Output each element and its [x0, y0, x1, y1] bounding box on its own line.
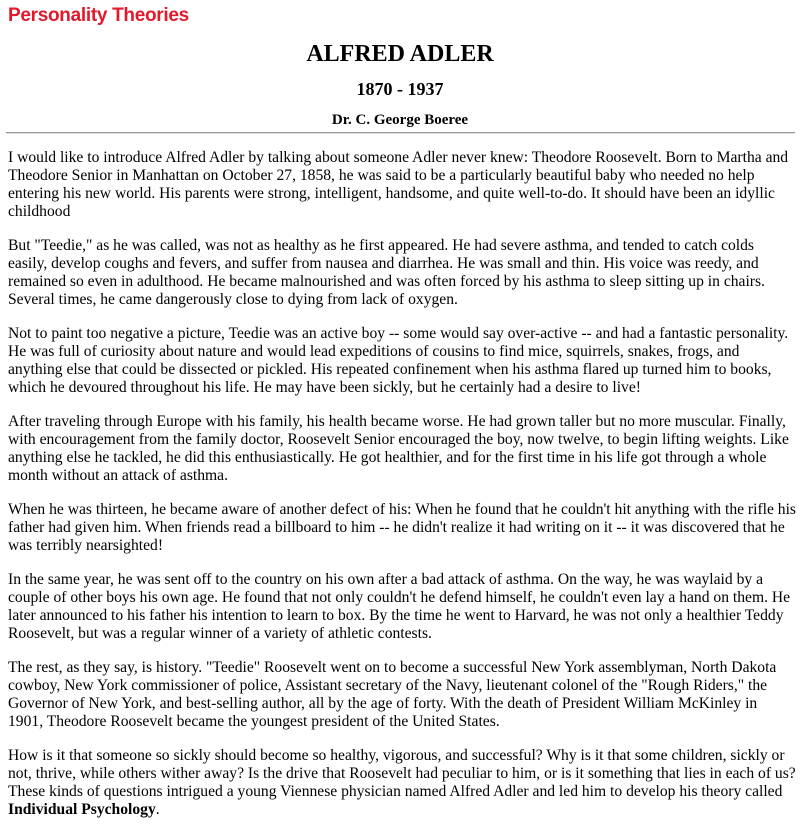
site-banner-logo[interactable]: Personality Theories [8, 5, 189, 26]
theory-name-emphasis: Individual Psychology [8, 801, 156, 818]
paragraph: After traveling through Europe with his family, his health became worse. He had grown taller but no more muscular. Finally, with encouragement from the family doctor, Roosevelt Senior encouraged the boy, now twelve, to begin lifting weights. Like anything else he tackled, he did this enthusiastically. He got healthier, and for the first time in his life got through a whole month without an attack of asthma. [8, 413, 789, 484]
horizontal-divider [6, 132, 795, 134]
page-title: ALFRED ADLER [306, 41, 494, 67]
paragraph: But "Teedie," as he was called, was not as healthy as he first appeared. He had severe asthma, and tended to catch colds easily, develop coughs and fevers, and suffer from nausea and diarrhea. He was small and thin. His voice was reedy, and remained so even in adulthood. He became malnourished and was often forced by his asthma to sleep sitting up in chairs. Several times, he came dangerously close to dying from lack of oxygen. [8, 237, 765, 308]
paragraph: Not to paint too negative a picture, Teedie was an active boy -- some would say over-active -- and had a fantastic personality. He was full of curiosity about nature and would lead expeditions of cousins to find mice, squirrels, snakes, frogs, and anything else that could be dissected or pickled. His repeated confinement when his asthma flared up turned him to books, which he devoured throughout his life. He may have been sickly, but he certainly had a desire to live! [8, 325, 789, 396]
life-years: 1870 - 1937 [356, 79, 444, 99]
author-byline: Dr. C. George Boeree [331, 112, 469, 128]
paragraph: I would like to introduce Alfred Adler by talking about someone Adler never knew: Theodore Roosevelt. Born to Martha and Theodore Senior in Manhattan on October 27, 1858, he was said to be a particularly beautiful baby who needed no help entering his new world. His parents were strong, intelligent, handsome, and quite well-to-do. It should have been an idyllic childhood [8, 149, 789, 220]
paragraph-text: How is it that someone so sickly should become so healthy, vigorous, and successful? Why is it that some children, sickly or not, thrive, while others wither away? Is the drive that Roosevelt had peculiar to him, or is it something that lies in each of us? These kinds of questions intrigued a young Viennese physician named Alfred Adler and led him to develop his theory called [8, 747, 796, 800]
article-header [0, 40, 800, 130]
paragraph: When he was thirteen, he became aware of another defect of his: When he found that he couldn't hit anything with the rifle his father had given him. When friends read a billboard to him -- he didn't realize it had writing on it -- it was discovered that he was terribly nearsighted! [8, 501, 797, 554]
paragraph: How is it that someone so sickly should become so healthy, vigorous, and successful? Why is it that some children, sickly or not, thrive, while others wither away? Is the drive that Roosevelt had peculiar to him, or is it something that lies in each of us? These kinds of questions intrigued a young Viennese physician named Alfred Adler and led him to develop his theory called Individual Psychology. [8, 747, 796, 818]
paragraph: In the same year, he was sent off to the country on his own after a bad attack of asthma. On the way, he was waylaid by a couple of other boys his own age. He found that not only couldn't he defend himself, he couldn't even lay a hand on them. He later announced to his father his intention to learn to box. By the time he went to Harvard, he was not only a healthier Teddy Roosevelt, but was a regular winner of a variety of athletic contests. [8, 571, 791, 642]
paragraph: The rest, as they say, is history. "Teedie" Roosevelt went on to become a successful New York assemblyman, North Dakota cowboy, New York commissioner of police, Assistant secretary of the Navy, lieutenant colonel of the "Rough Riders," the Governor of New York, and best-selling author, all by the age of forty. With the death of President William McKinley in 1901, Theodore Roosevelt became the youngest president of the United States. [8, 659, 777, 730]
article-body [8, 149, 796, 835]
